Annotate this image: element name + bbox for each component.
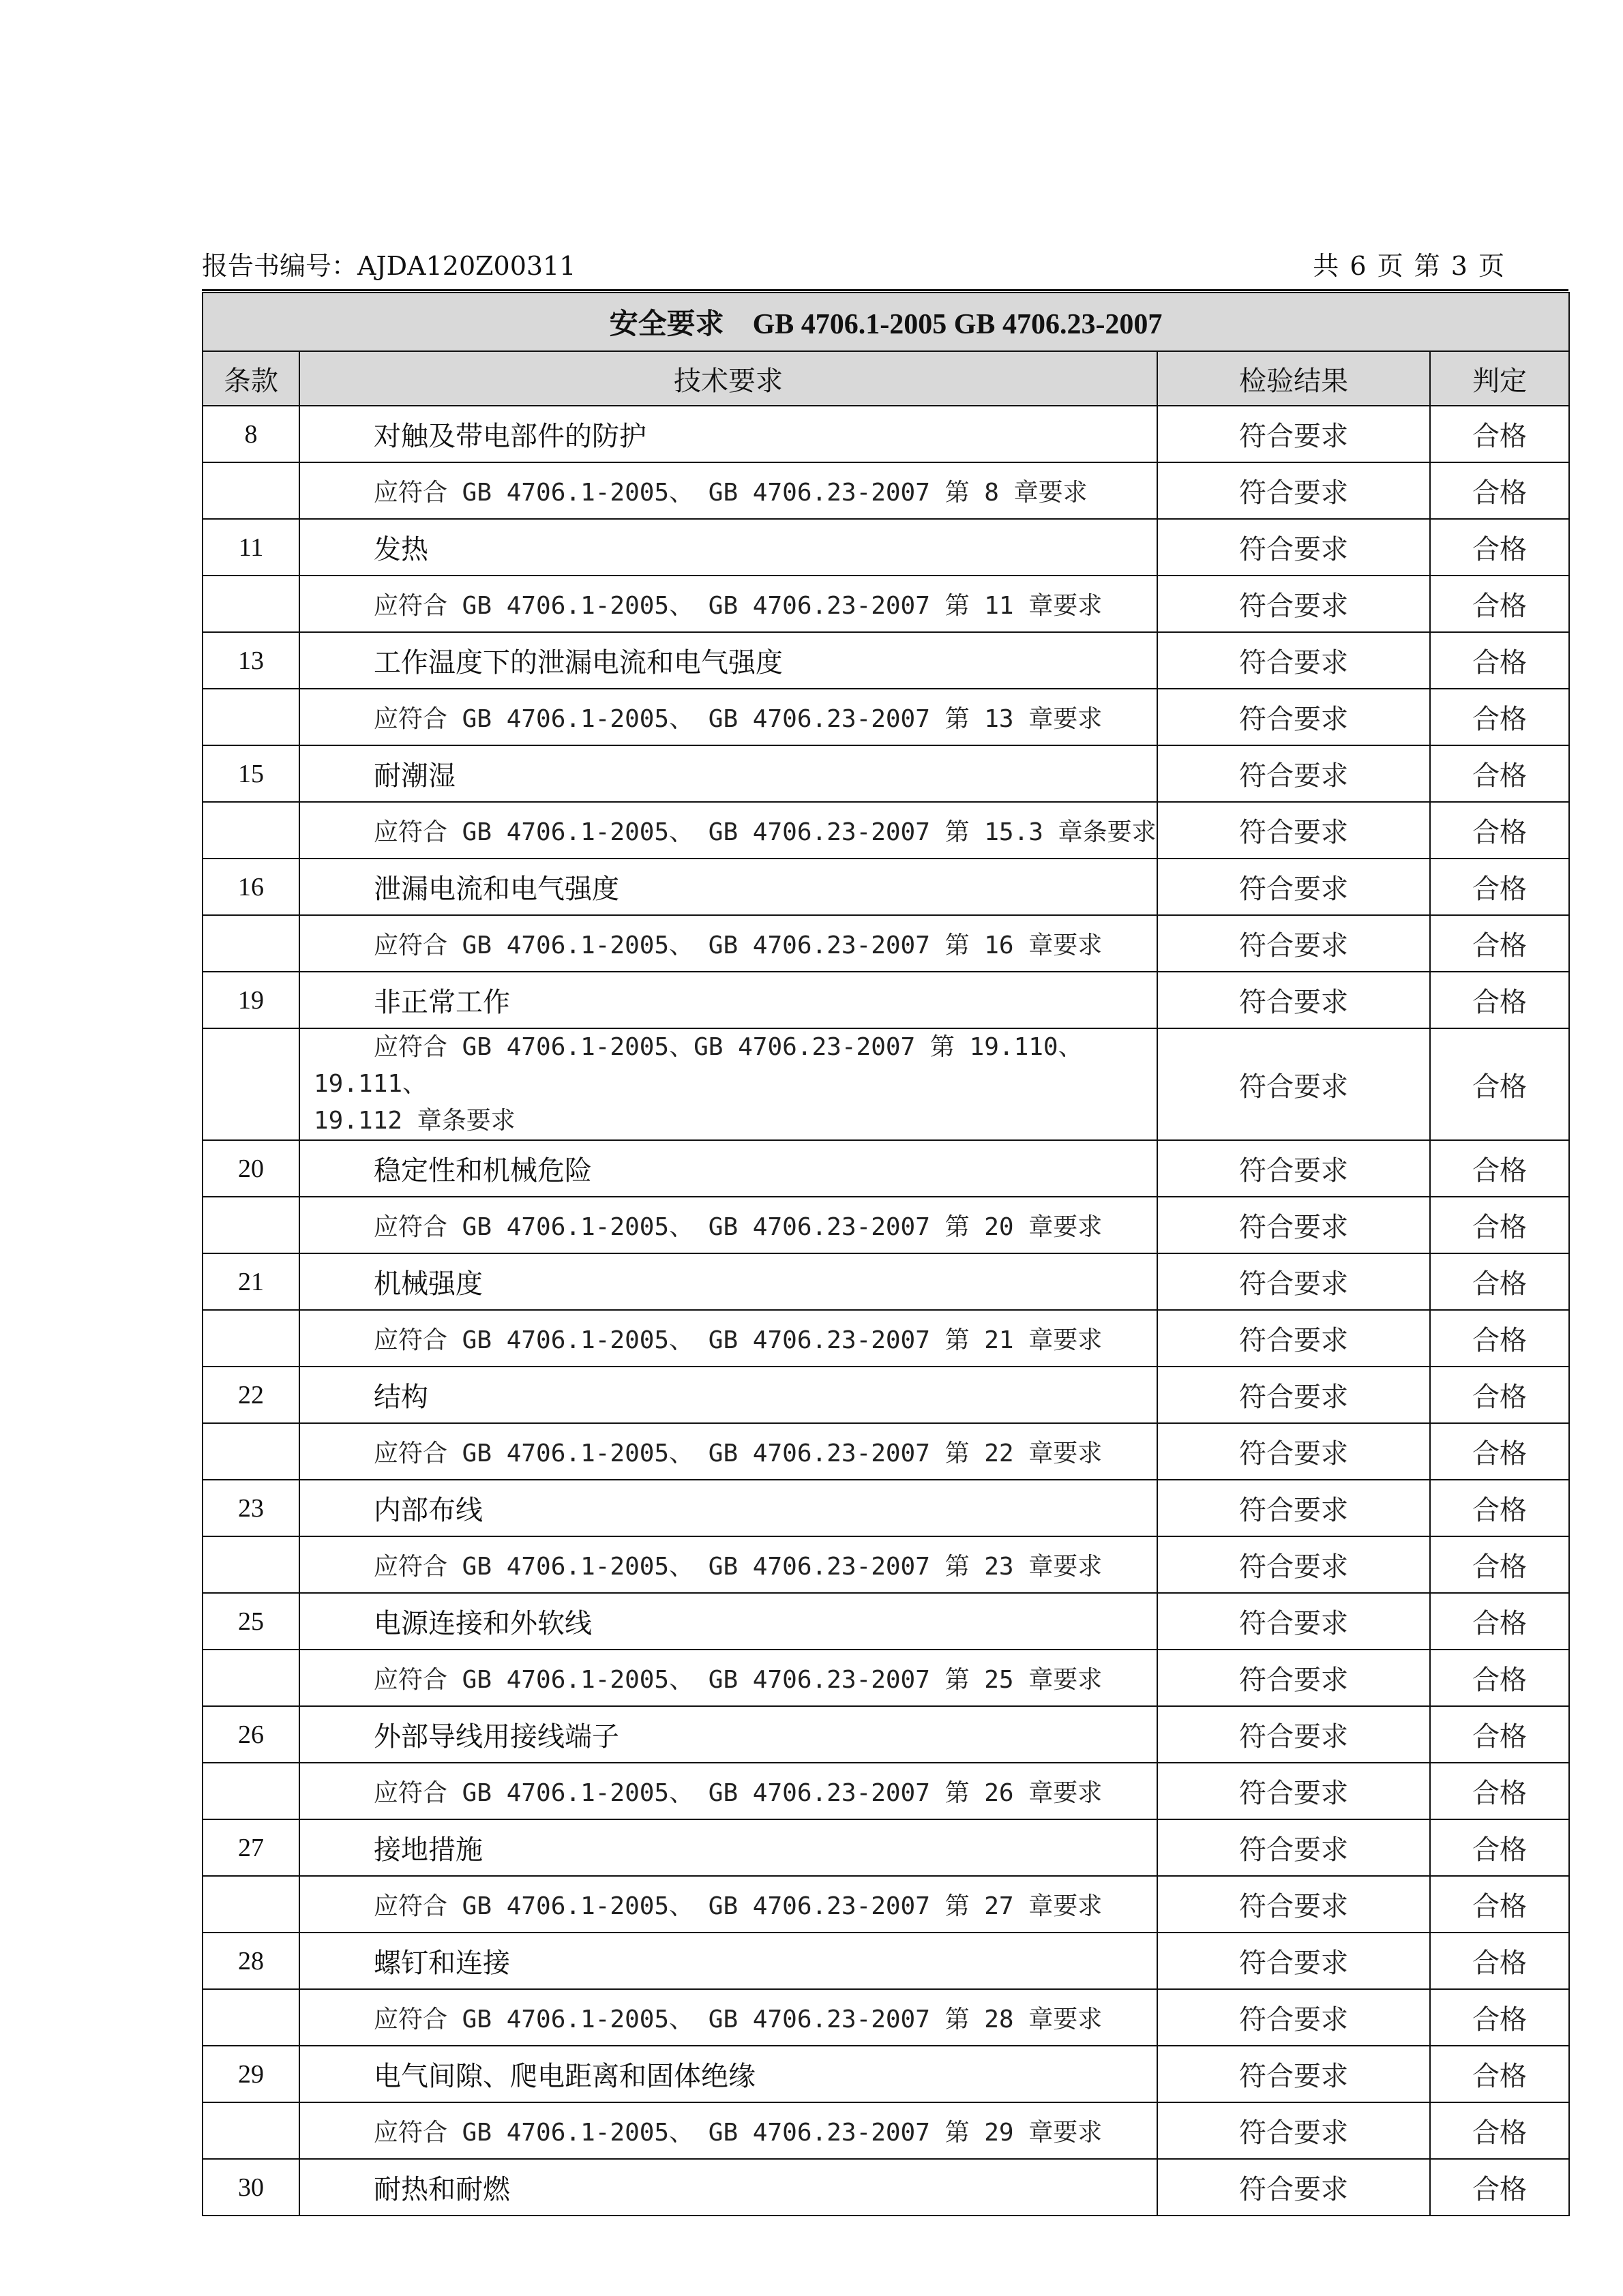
clause-number — [203, 1876, 299, 1933]
test-result: 符合要求 — [1157, 1536, 1430, 1593]
verdict: 合格 — [1430, 2046, 1569, 2102]
table-row — [203, 2102, 1569, 2159]
verdict: 合格 — [1430, 689, 1569, 745]
clause-number: 27 — [203, 1819, 299, 1876]
table-header-row — [203, 351, 1569, 406]
table-row — [203, 1253, 1569, 1310]
requirement-detail: 应符合 GB 4706.1-2005、 GB 4706.23-2007 第 29 章要求 — [374, 2119, 1103, 2147]
table-row — [203, 632, 1569, 689]
col-header-requirement: 技术要求 — [299, 351, 1157, 406]
table-row — [203, 576, 1569, 632]
table-row — [203, 1819, 1569, 1876]
requirement-cell — [299, 1028, 1157, 1140]
clause-number — [203, 1763, 299, 1819]
requirement-cell — [299, 2102, 1157, 2159]
requirement-detail — [300, 1029, 1157, 1139]
test-result: 符合要求 — [1157, 406, 1430, 462]
requirement-cell — [299, 859, 1157, 915]
test-result: 符合要求 — [1157, 915, 1430, 972]
requirement-heading: 对触及带电部件的防护 — [374, 421, 646, 452]
requirement-cell — [299, 1310, 1157, 1367]
requirement-heading: 机械强度 — [374, 1268, 483, 1300]
requirement-cell — [299, 1593, 1157, 1650]
requirement-heading: 电气间隙、爬电距离和固体绝缘 — [374, 2061, 756, 2092]
table-row — [203, 689, 1569, 745]
table-row — [203, 1593, 1569, 1650]
clause-number — [203, 1028, 299, 1140]
clause-number: 23 — [203, 1480, 299, 1536]
verdict: 合格 — [1430, 1989, 1569, 2046]
test-result: 符合要求 — [1157, 1819, 1430, 1876]
clause-number: 11 — [203, 519, 299, 576]
requirement-cell — [299, 1423, 1157, 1480]
verdict: 合格 — [1430, 2102, 1569, 2159]
verdict: 合格 — [1430, 576, 1569, 632]
page-header — [202, 247, 1506, 285]
requirement-heading: 发热 — [374, 534, 428, 565]
clause-number — [203, 2102, 299, 2159]
requirement-detail: 应符合 GB 4706.1-2005、 GB 4706.23-2007 第 8 章要求 — [374, 479, 1088, 507]
page-info: 共 6 页 第 3 页 — [1313, 251, 1506, 281]
test-result: 符合要求 — [1157, 1593, 1430, 1650]
verdict: 合格 — [1430, 1197, 1569, 1253]
requirement-cell — [299, 1989, 1157, 2046]
test-result: 符合要求 — [1157, 2102, 1430, 2159]
test-result: 符合要求 — [1157, 1989, 1430, 2046]
table-row — [203, 745, 1569, 802]
table-row — [203, 1763, 1569, 1819]
table-row — [203, 915, 1569, 972]
clause-number — [203, 1423, 299, 1480]
clause-number: 25 — [203, 1593, 299, 1650]
table-row — [203, 1876, 1569, 1933]
clause-number: 22 — [203, 1367, 299, 1423]
verdict: 合格 — [1430, 859, 1569, 915]
requirement-cell — [299, 1367, 1157, 1423]
test-result: 符合要求 — [1157, 1253, 1430, 1310]
test-result: 符合要求 — [1157, 462, 1430, 519]
requirement-heading: 外部导线用接线端子 — [374, 1721, 619, 1753]
test-result: 符合要求 — [1157, 972, 1430, 1028]
requirement-cell — [299, 1480, 1157, 1536]
verdict: 合格 — [1430, 519, 1569, 576]
clause-number: 21 — [203, 1253, 299, 1310]
verdict: 合格 — [1430, 462, 1569, 519]
requirement-detail: 应符合 GB 4706.1-2005、 GB 4706.23-2007 第 16 章要求 — [374, 931, 1103, 959]
test-result: 符合要求 — [1157, 1140, 1430, 1197]
clause-number: 19 — [203, 972, 299, 1028]
test-result: 符合要求 — [1157, 1876, 1430, 1933]
verdict: 合格 — [1430, 745, 1569, 802]
requirement-heading: 工作温度下的泄漏电流和电气强度 — [374, 647, 783, 679]
test-result: 符合要求 — [1157, 802, 1430, 859]
table-row — [203, 1650, 1569, 1706]
test-result: 符合要求 — [1157, 1367, 1430, 1423]
safety-requirements-table — [202, 292, 1570, 2216]
verdict: 合格 — [1430, 406, 1569, 462]
verdict: 合格 — [1430, 1140, 1569, 1197]
test-result: 符合要求 — [1157, 2046, 1430, 2102]
requirement-cell — [299, 1763, 1157, 1819]
clause-number — [203, 1310, 299, 1367]
verdict: 合格 — [1430, 972, 1569, 1028]
requirement-detail-line2: 19.112 章条要求 — [314, 1107, 516, 1135]
test-result: 符合要求 — [1157, 1933, 1430, 1989]
verdict: 合格 — [1430, 1706, 1569, 1763]
table-row — [203, 1028, 1569, 1140]
table-row — [203, 1197, 1569, 1253]
requirement-detail: 应符合 GB 4706.1-2005、 GB 4706.23-2007 第 15.3 章条要求 — [374, 818, 1157, 846]
requirement-cell — [299, 802, 1157, 859]
requirement-cell — [299, 972, 1157, 1028]
requirement-heading: 非正常工作 — [374, 987, 510, 1018]
clause-number: 16 — [203, 859, 299, 915]
table-row — [203, 1140, 1569, 1197]
verdict: 合格 — [1430, 1650, 1569, 1706]
requirement-heading: 稳定性和机械危险 — [374, 1155, 592, 1187]
requirement-detail: 应符合 GB 4706.1-2005、 GB 4706.23-2007 第 28 章要求 — [374, 2006, 1103, 2033]
requirement-cell — [299, 519, 1157, 576]
test-result: 符合要求 — [1157, 1028, 1430, 1140]
test-result: 符合要求 — [1157, 1423, 1430, 1480]
test-result: 符合要求 — [1157, 1197, 1430, 1253]
verdict: 合格 — [1430, 1367, 1569, 1423]
test-result: 符合要求 — [1157, 632, 1430, 689]
requirement-cell — [299, 1876, 1157, 1933]
verdict: 合格 — [1430, 1310, 1569, 1367]
clause-number — [203, 462, 299, 519]
clause-number — [203, 689, 299, 745]
requirement-cell — [299, 632, 1157, 689]
requirement-detail: 应符合 GB 4706.1-2005、 GB 4706.23-2007 第 27 章要求 — [374, 1892, 1103, 1920]
test-result: 符合要求 — [1157, 1310, 1430, 1367]
verdict: 合格 — [1430, 2159, 1569, 2216]
table-row — [203, 2159, 1569, 2216]
table-row — [203, 2046, 1569, 2102]
requirement-heading: 泄漏电流和电气强度 — [374, 874, 619, 905]
table-row — [203, 972, 1569, 1028]
requirement-cell — [299, 2046, 1157, 2102]
requirement-detail: 应符合 GB 4706.1-2005、 GB 4706.23-2007 第 26 章要求 — [374, 1779, 1103, 1807]
verdict: 合格 — [1430, 1593, 1569, 1650]
requirement-cell — [299, 915, 1157, 972]
clause-number: 8 — [203, 406, 299, 462]
verdict: 合格 — [1430, 1480, 1569, 1536]
requirement-heading: 接地措施 — [374, 1834, 483, 1866]
clause-number — [203, 1989, 299, 2046]
test-result: 符合要求 — [1157, 1706, 1430, 1763]
requirement-cell — [299, 2159, 1157, 2216]
requirement-cell — [299, 406, 1157, 462]
clause-number: 26 — [203, 1706, 299, 1763]
col-header-clause: 条款 — [203, 351, 299, 406]
test-result: 符合要求 — [1157, 1480, 1430, 1536]
requirement-detail: 应符合 GB 4706.1-2005、 GB 4706.23-2007 第 21 章要求 — [374, 1326, 1103, 1354]
table-row — [203, 462, 1569, 519]
clause-number: 20 — [203, 1140, 299, 1197]
clause-number: 29 — [203, 2046, 299, 2102]
verdict: 合格 — [1430, 1253, 1569, 1310]
clause-number — [203, 1536, 299, 1593]
test-result: 符合要求 — [1157, 1763, 1430, 1819]
clause-number: 13 — [203, 632, 299, 689]
requirement-detail: 应符合 GB 4706.1-2005、 GB 4706.23-2007 第 23 章要求 — [374, 1553, 1103, 1581]
table-title-row — [203, 293, 1569, 351]
table-row — [203, 1480, 1569, 1536]
clause-number — [203, 1650, 299, 1706]
clause-number: 15 — [203, 745, 299, 802]
requirement-cell — [299, 576, 1157, 632]
test-result: 符合要求 — [1157, 576, 1430, 632]
verdict: 合格 — [1430, 802, 1569, 859]
requirement-detail-line1: 应符合 GB 4706.1-2005、GB 4706.23-2007 第 19.110、19.111、 — [314, 1033, 1083, 1098]
requirement-cell — [299, 745, 1157, 802]
requirement-heading: 螺钉和连接 — [374, 1948, 510, 1979]
table-row — [203, 802, 1569, 859]
requirement-cell — [299, 1197, 1157, 1253]
verdict: 合格 — [1430, 1933, 1569, 1989]
test-result: 符合要求 — [1157, 859, 1430, 915]
table-row — [203, 1423, 1569, 1480]
clause-number — [203, 1197, 299, 1253]
verdict: 合格 — [1430, 1423, 1569, 1480]
requirement-detail: 应符合 GB 4706.1-2005、 GB 4706.23-2007 第 13 章要求 — [374, 705, 1103, 733]
requirement-heading: 内部布线 — [374, 1495, 483, 1526]
requirement-cell — [299, 1706, 1157, 1763]
test-result: 符合要求 — [1157, 519, 1430, 576]
verdict: 合格 — [1430, 1876, 1569, 1933]
table-row — [203, 1989, 1569, 2046]
table-row — [203, 406, 1569, 462]
requirement-heading: 结构 — [374, 1382, 428, 1413]
requirement-cell — [299, 1253, 1157, 1310]
requirement-detail: 应符合 GB 4706.1-2005、 GB 4706.23-2007 第 11 章要求 — [374, 592, 1103, 620]
header-rule — [202, 289, 1568, 291]
table-title: 安全要求 GB 4706.1-2005 GB 4706.23-2007 — [203, 293, 1569, 351]
requirement-heading: 耐热和耐燃 — [374, 2174, 510, 2205]
test-result: 符合要求 — [1157, 2159, 1430, 2216]
clause-number — [203, 576, 299, 632]
requirement-cell — [299, 1536, 1157, 1593]
col-header-result: 检验结果 — [1157, 351, 1430, 406]
requirement-heading: 耐潮湿 — [374, 760, 456, 792]
requirement-heading: 电源连接和外软线 — [374, 1608, 592, 1639]
table-row — [203, 1367, 1569, 1423]
verdict: 合格 — [1430, 1819, 1569, 1876]
table-row — [203, 1706, 1569, 1763]
table-row — [203, 1536, 1569, 1593]
requirement-cell — [299, 689, 1157, 745]
requirement-cell — [299, 462, 1157, 519]
test-result: 符合要求 — [1157, 1650, 1430, 1706]
requirement-detail: 应符合 GB 4706.1-2005、 GB 4706.23-2007 第 25 章要求 — [374, 1666, 1103, 1694]
test-result: 符合要求 — [1157, 745, 1430, 802]
table-row — [203, 519, 1569, 576]
clause-number — [203, 915, 299, 972]
requirement-detail: 应符合 GB 4706.1-2005、 GB 4706.23-2007 第 22 章要求 — [374, 1440, 1103, 1467]
requirement-detail: 应符合 GB 4706.1-2005、 GB 4706.23-2007 第 20 章要求 — [374, 1213, 1103, 1241]
requirement-cell — [299, 1650, 1157, 1706]
verdict: 合格 — [1430, 632, 1569, 689]
table-row — [203, 1933, 1569, 1989]
verdict: 合格 — [1430, 1028, 1569, 1140]
table-row — [203, 859, 1569, 915]
requirement-cell — [299, 1933, 1157, 1989]
table-row — [203, 1310, 1569, 1367]
test-result: 符合要求 — [1157, 689, 1430, 745]
clause-number: 28 — [203, 1933, 299, 1989]
verdict: 合格 — [1430, 1763, 1569, 1819]
requirement-cell — [299, 1819, 1157, 1876]
clause-number — [203, 802, 299, 859]
report-number: 报告书编号：AJDA120Z00311 — [202, 251, 576, 281]
clause-number: 30 — [203, 2159, 299, 2216]
verdict: 合格 — [1430, 1536, 1569, 1593]
requirement-cell — [299, 1140, 1157, 1197]
col-header-verdict: 判定 — [1430, 351, 1569, 406]
verdict: 合格 — [1430, 915, 1569, 972]
